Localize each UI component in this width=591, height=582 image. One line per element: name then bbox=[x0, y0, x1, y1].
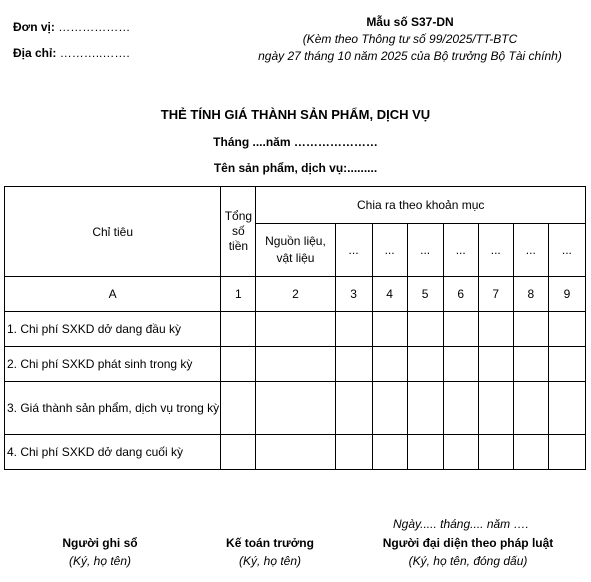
table-row bbox=[5, 312, 586, 347]
table-cell[interactable] bbox=[256, 382, 335, 435]
column-number: 5 bbox=[407, 277, 443, 312]
product-line: Tên sản phẩm, dịch vụ:......... bbox=[213, 161, 378, 175]
month-line: Tháng ....năm ………………… bbox=[213, 135, 378, 149]
table-cell[interactable] bbox=[478, 347, 513, 382]
form-number: Mẫu số S37-DN bbox=[366, 15, 454, 29]
table-cell[interactable] bbox=[478, 312, 513, 347]
table-cell[interactable] bbox=[443, 312, 478, 347]
signature-title: Người đại diện theo pháp luật bbox=[382, 536, 554, 550]
table-cell[interactable] bbox=[256, 435, 335, 470]
column-number: 3 bbox=[335, 277, 372, 312]
table-cell[interactable] bbox=[478, 382, 513, 435]
unit-line bbox=[13, 14, 130, 40]
header-ellipsis: ... bbox=[548, 224, 585, 277]
date-line: Ngày..... tháng.... năm …. bbox=[393, 517, 529, 531]
table-cell[interactable] bbox=[221, 435, 256, 470]
table-cell[interactable] bbox=[513, 347, 548, 382]
column-number: 9 bbox=[548, 277, 585, 312]
signature-chief-accountant bbox=[210, 534, 330, 570]
signature-note: (Ký, họ tên, đóng dấu) bbox=[408, 554, 528, 568]
table-cell[interactable] bbox=[256, 347, 335, 382]
table-cell[interactable] bbox=[407, 382, 443, 435]
table-cell[interactable] bbox=[513, 435, 548, 470]
column-number: 8 bbox=[513, 277, 548, 312]
table-cell[interactable] bbox=[221, 347, 256, 382]
table-row bbox=[5, 347, 586, 382]
header-total: Tổng số tiền bbox=[221, 187, 256, 277]
header-ellipsis: ... bbox=[513, 224, 548, 277]
document-title: THẺ TÍNH GIÁ THÀNH SẢN PHẨM, DỊCH VỤ bbox=[160, 107, 431, 122]
table-cell[interactable] bbox=[478, 435, 513, 470]
column-number: 1 bbox=[221, 277, 256, 312]
address-line bbox=[13, 40, 130, 66]
column-letter: A bbox=[5, 277, 221, 312]
column-number: 7 bbox=[478, 277, 513, 312]
signature-title: Người ghi sổ bbox=[62, 536, 138, 550]
header-ellipsis: ... bbox=[372, 224, 407, 277]
column-number: 2 bbox=[256, 277, 335, 312]
table-cell[interactable] bbox=[335, 347, 372, 382]
unit-label: Đơn vị: bbox=[13, 20, 55, 34]
table-cell[interactable] bbox=[548, 435, 585, 470]
header-right bbox=[230, 14, 590, 65]
header-left bbox=[13, 14, 130, 66]
signature-note: (Ký, họ tên) bbox=[238, 554, 302, 568]
table-cell[interactable] bbox=[256, 312, 335, 347]
table-cell[interactable] bbox=[335, 435, 372, 470]
row-label: 2. Chi phí SXKD phát sinh trong kỳ bbox=[5, 347, 221, 382]
header-ellipsis: ... bbox=[335, 224, 372, 277]
header-indicator: Chỉ tiêu bbox=[5, 187, 221, 277]
table-cell[interactable] bbox=[443, 435, 478, 470]
table-cell[interactable] bbox=[335, 382, 372, 435]
table-cell[interactable] bbox=[221, 312, 256, 347]
table-cell[interactable] bbox=[443, 347, 478, 382]
address-dots: ………..……. bbox=[59, 46, 130, 60]
circular-line-2: ngày 27 tháng 10 năm 2025 của Bộ trưởng Bộ Tài chính) bbox=[258, 49, 562, 63]
header-ellipsis: ... bbox=[443, 224, 478, 277]
table-cell[interactable] bbox=[513, 382, 548, 435]
circular-line-1: (Kèm theo Thông tư số 99/2025/TT-BTC bbox=[302, 32, 518, 46]
table-row bbox=[5, 382, 586, 435]
table-cell[interactable] bbox=[372, 382, 407, 435]
table-cell[interactable] bbox=[443, 382, 478, 435]
table-cell[interactable] bbox=[221, 382, 256, 435]
table-cell[interactable] bbox=[372, 312, 407, 347]
header-ellipsis: ... bbox=[478, 224, 513, 277]
header-ellipsis: ... bbox=[407, 224, 443, 277]
header-material: Nguồn liệu, vật liệu bbox=[256, 224, 335, 277]
signature-note: (Ký, họ tên) bbox=[68, 554, 132, 568]
unit-dots: ……………… bbox=[58, 20, 131, 34]
table-cell[interactable] bbox=[335, 312, 372, 347]
table-cell[interactable] bbox=[513, 312, 548, 347]
row-label: 4. Chi phí SXKD dở dang cuối kỳ bbox=[5, 435, 221, 470]
row-label: 1. Chi phí SXKD dở dang đầu kỳ bbox=[5, 312, 221, 347]
table-cell[interactable] bbox=[407, 435, 443, 470]
address-label: Địa chỉ: bbox=[13, 46, 57, 60]
table-cell[interactable] bbox=[407, 347, 443, 382]
table-cell[interactable] bbox=[548, 347, 585, 382]
column-number: 6 bbox=[443, 277, 478, 312]
signature-legal-rep bbox=[358, 534, 578, 570]
signature-recorder bbox=[40, 534, 160, 570]
table-cell[interactable] bbox=[407, 312, 443, 347]
row-label: 3. Giá thành sản phẩm, dịch vụ trong kỳ bbox=[5, 382, 221, 435]
signature-title: Kế toán trưởng bbox=[226, 536, 314, 550]
column-number: 4 bbox=[372, 277, 407, 312]
table-cell[interactable] bbox=[548, 312, 585, 347]
table-cell[interactable] bbox=[372, 347, 407, 382]
table-cell[interactable] bbox=[372, 435, 407, 470]
table-row bbox=[5, 435, 586, 470]
cost-table bbox=[4, 186, 586, 470]
header-breakdown: Chia ra theo khoản mục bbox=[256, 187, 586, 224]
table-cell[interactable] bbox=[548, 382, 585, 435]
